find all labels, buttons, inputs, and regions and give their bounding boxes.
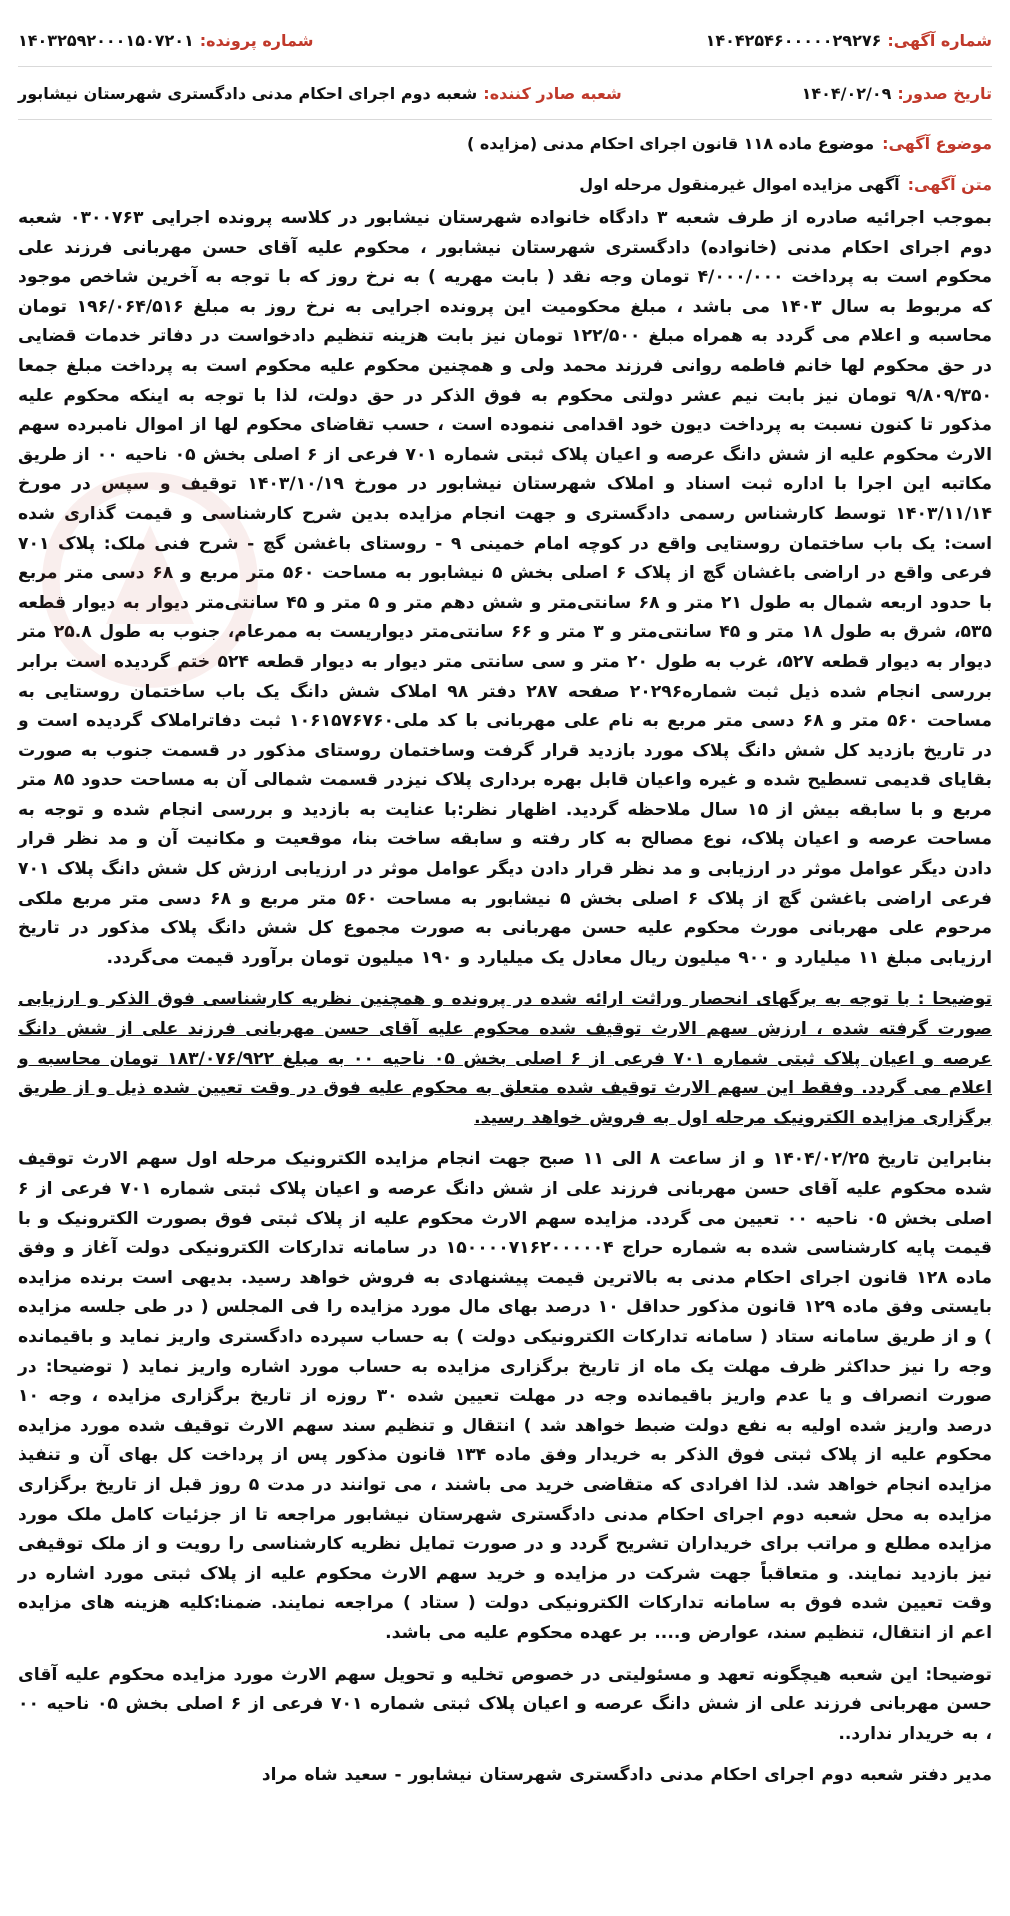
case-number xyxy=(18,31,313,50)
notice-body xyxy=(18,204,992,1791)
issuer-label: شعبه صادر کننده: xyxy=(483,83,622,103)
text-label: متن آگهی: xyxy=(907,175,992,194)
case-number-value: ۱۴۰۳۲۵۹۲۰۰۰۱۵۰۷۲۰۱ xyxy=(18,30,194,50)
text-value: آگهی مزایده اموال غیرمنقول مرحله اول xyxy=(579,175,900,194)
text-field xyxy=(18,175,992,194)
issuer-value: شعبه دوم اجرای احکام مدنی دادگستری شهرستان نیشابور xyxy=(18,83,478,103)
paragraph-explanation: توضیحا : با توجه به برگهای انحصار وراثت ارائه شده در پرونده و همچنین نظریه کارشناسی فوق الذکر و ارزیابی صورت گرفته شده ، ارزش سهم الارث توقیف شده محکوم علیه آقای حسن مهربانی فرزند علی از شش دانگ عرصه و اعیان پلاک ثبتی شماره ۷۰۱ فرعی از ۶ اصلی بخش ۰۵ ناحیه ۰۰ به مبلغ ۱۸۳/۰۷۶/۹۲۲ تومان محاسبه و اعلام می گردد. وفقط این سهم الارث توقیف شده متعلق به محکوم علیه فوق در وقت تعیین شده ذیل و از طریق برگزاری مزایده الکترونیک مرحله اول به فروش خواهد رسید. xyxy=(18,989,993,1128)
header-row-2 xyxy=(18,71,992,115)
subject-field xyxy=(18,134,992,153)
paragraph-auction-terms: بنابراین تاریخ ۱۴۰۴/۰۲/۲۵ و از ساعت ۸ الی ۱۱ صبح جهت انجام مزایده الکترونیک مرحله اول سهم الارث توقیف شده محکوم علیه آقای حسن مهربانی فرزند علی از شش دانگ عرصه و اعیان پلاک ثبتی شماره ۷۰۱ فرعی از ۶ اصلی بخش ۰۵ ناحیه ۰۰ تعیین می گردد. مزایده سهم الارث محکوم علیه از پلاک ثبتی فوق بصورت الکترونیک و با قیمت پایه کارشناسی شده به شماره حراج ۱۵۰۰۰۰۷۱۶۲۰۰۰۰۰۴ در سامانه تدارکات الکترونیکی دولت آغاز و وفق ماده ۱۲۸ قانون اجرای احکام مدنی به بالاترین قیمت پیشنهادی به فروش خواهد رسید. بدیهی است برنده مزایده بایستی وفق ماده ۱۲۹ قانون مذکور حداقل ۱۰ درصد بهای مال مورد مزایده را فی المجلس ( در طی جلسه مزایده ) و از طریق سامانه ستاد ( سامانه تدارکات الکترونیکی دولت ) به حساب سپرده دادگستری واریز نماید و باقیمانده وجه را نیز حداکثر ظرف مهلت یک ماه از تاریخ برگزاری مزایده به حساب مورد اشاره واریز نماید ( توضیحا: در صورت انصراف و یا عدم واریز باقیمانده وجه در مهلت تعیین شده ۳۰ روزه از تاریخ برگزاری مزایده ، وجه ۱۰ درصد واریز شده اولیه به نفع دولت ضبط خواهد شد ) انتقال و تنظیم سند سهم الارث توقیف شده مورد مزایده محکوم علیه از پلاک ثبتی فوق الذکر به خریدار وفق ماده ۱۳۴ قانون مذکور پس از پرداخت کل بهای آن و تنفیذ مزایده انجام خواهد شد. لذا افرادی که متقاضی خرید می باشند ، می توانند در مدت ۵ روز قبل از تاریخ برگزاری مزایده به محل شعبه دوم اجرای احکام مدنی دادگستری شهرستان نیشابور مراجعه تا از جزئیات کامل ملک مورد مزایده مطلع و مراتب برای خریداران تشریح گردد و در صورت تمایل نظریه کارشناسی را رویت و از ملک توقیفی نیز بازدید نمایند. و متعاقباً جهت شرکت در مزایده و خرید سهم الارث محکوم علیه از پلاک ثبتی مورد اشاره در وقت تعیین شده فوق به سامانه تدارکات الکترونیکی دولت ( ستاد ) مراجعه نمایند. ضمنا:کلیه هزینه های مزایده اعم از انتقال، تنظیم سند، عوارض و.... بر عهده محکوم علیه می باشد. xyxy=(18,1149,993,1643)
divider xyxy=(18,119,992,120)
issue-date xyxy=(802,84,992,103)
divider xyxy=(18,66,992,67)
case-number-label: شماره پرونده: xyxy=(199,30,314,50)
signature: مدیر دفتر شعبه دوم اجرای احکام مدنی دادگستری شهرستان نیشابور - سعید شاه مراد xyxy=(261,1765,992,1786)
issue-date-value: ۱۴۰۴/۰۲/۰۹ xyxy=(801,83,892,103)
issuer xyxy=(18,84,622,103)
ad-number-label: شماره آگهی: xyxy=(887,30,992,50)
paragraph-disclaimer: توضیحا: این شعبه هیچگونه تعهد و مسئولیتی در خصوص تخلیه و تحویل سهم الارث مورد مزایده محکوم علیه آقای حسن مهربانی فرزند علی از شش دانگ عرصه و اعیان پلاک ثبتی شماره ۷۰۱ فرعی از ۶ اصلی بخش ۰۵ ناحیه ۰۰ ، به خریدار ندارد.. xyxy=(18,1664,993,1744)
paragraph-main: بموجب اجرائیه صادره از طرف شعبه ۳ دادگاه خانواده شهرستان نیشابور در کلاسه پرونده اجرایی ۰۳۰۰۷۶۳ شعبه دوم اجرای احکام مدنی (خانواده) دادگستری شهرستان نیشابور ، محکوم علیه آقای حسن مهربانی فرزند علی محکوم است به پرداخت ۴/۰۰۰/۰۰۰ تومان وجه نقد ( بابت مهریه ) به نرخ روز که با توجه به آخرین شاخص موجود که مربوط به سال ۱۴۰۳ می باشد ، مبلغ محکومیت این پرونده اجرایی به نرخ روز به مبلغ ۱۹۶/۰۶۴/۵۱۶ تومان محاسبه و اعلام می گردد به همراه مبلغ ۱۲۲/۵۰۰ تومان نیز بابت هزینه تنظیم دادخواست در دفاتر خدمات قضایی در حق محکوم لها خانم فاطمه روانی فرزند محمد ولی و همچنین محکوم علیه محکوم است به پرداخت مبلغ جمعا ۹/۸۰۹/۳۵۰ تومان نیز بابت نیم عشر دولتی محکوم به فوق الذکر در حق دولت، لذا با توجه به اینکه محکوم علیه مذکور تا کنون نسبت به پرداخت دیون خود اقدامی ننموده است ، حسب تقاضای محکوم لها از اموال نامبرده سهم الارث محکوم علیه از شش دانگ عرصه و اعیان پلاک ثبتی شماره ۷۰۱ فرعی از ۶ اصلی بخش ۰۵ ناحیه ۰۰ از طریق مکاتبه این اجرا با اداره ثبت اسناد و املاک شهرستان نیشابور در مورخ ۱۴۰۳/۱۰/۱۹ توقیف و سپس در مورخ ۱۴۰۳/۱۱/۱۴ توسط کارشناس رسمی دادگستری و جهت انجام مزایده بدین شرح کارشناسی و قیمت گذاری شده است: یک باب ساختمان روستایی واقع در کوچه امام خمینی ۹ - روستای باغشن گچ - شرح فنی ملک: پلاک ۷۰۱ فرعی واقع در اراضی باغشان گچ از پلاک ۶ اصلی بخش ۵ نیشابور به مساحت ۵۶۰ متر مربع و ۶۸ دسی متر مربع با حدود اربعه شمال به طول ۲۱ متر و ۶۸ سانتی‌متر و شش دهم متر و ۵ متر و ۴۵ سانتی‌متر دیوار به دیوار قطعه ۵۳۵، شرق به طول ۱۸ متر و ۴۵ سانتی‌متر و ۳ متر و ۶۶ سانتی‌متر دیواریست به ممرعام، جنوب به طول ۲۵.۸ متر دیوار به دیوار قطعه ۵۲۷، غرب به طول ۲۰ متر و سی سانتی متر دیوار به دیوار قطعه ۵۲۴ ختم گردیده است برابر بررسی انجام شده ذیل ثبت شماره۲۰۲۹۶ صفحه ۲۸۷ دفتر ۹۸ املاک شش دانگ یک باب ساختمان روستایی به مساحت ۵۶۰ متر و ۶۸ دسی متر مربع به نام علی مهربانی با کد ملی۱۰۶۱۵۷۶۷۶۰ ثبت دفاتراملاک گردیده است و در تاریخ بازدید کل شش دانگ پلاک مورد بازدید قرار گرفت وساختمان روستای مذکور در قسمت جنوب به صورت بقایای قدیمی تسطیح شده و غیره واعیان قابل بهره برداری پلاک نیزدر قسمت شمالی آن به مساحت حدود ۸۵ متر مربع و با سابقه بیش از ۱۵ سال ملاحظه گردید. اظهار نظر:با عنایت به بازدید و بررسی انجام شده و توجه به مساحت عرصه و اعیان پلاک، نوع مصالح به کار رفته و سابقه ساخت بنا، موقعیت و مکانیت آن و مد نظر قرار دادن دیگر عوامل موثر در ارزیابی و مد نظر قرار دادن دیگر عوامل موثر در ارزیابی ارزش کل شش دانگ پلاک ۷۰۱ فرعی اراضی باغشن گچ از پلاک ۶ اصلی بخش ۵ نیشابور به مساحت ۵۶۰ متر مربع و ۶۸ دسی متر مربع ملکی مرحوم علی مهربانی مورث محکوم علیه حسن مهربانی به صورت مجموع کل شش دانگ پلاک مذکور در تاریخ ارزیابی مبلغ ۱۱ میلیارد و ۹۰۰ میلیون ریال معادل یک میلیارد و ۱۹۰ میلیون تومان برآورد قیمت می‌گردد. xyxy=(18,208,993,968)
ad-number-value: ۱۴۰۴۲۵۴۶۰۰۰۰۰۲۹۲۷۶ xyxy=(705,30,882,50)
header-row-1 xyxy=(18,18,992,62)
ad-number xyxy=(706,31,992,50)
issue-date-label: تاریخ صدور: xyxy=(897,83,992,103)
subject-label: موضوع آگهی: xyxy=(882,134,992,153)
subject-value: موضوع ماده ۱۱۸ قانون اجرای احکام مدنی (مزایده ) xyxy=(466,134,875,153)
